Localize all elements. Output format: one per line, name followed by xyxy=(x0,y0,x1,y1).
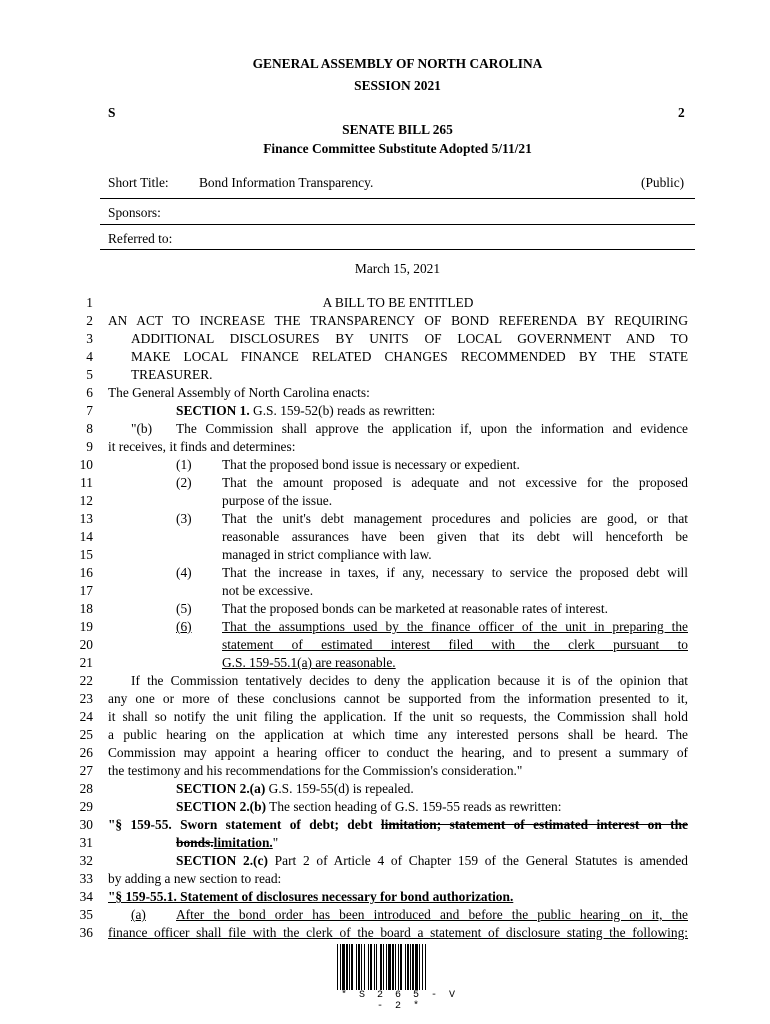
bill-date: March 15, 2021 xyxy=(354,261,441,276)
divider xyxy=(100,224,695,225)
barcode-bar xyxy=(351,944,353,990)
barcode-bar xyxy=(349,944,350,990)
short-title-label: Short Title: xyxy=(108,175,169,190)
item-text: managed in strict compliance with law. xyxy=(222,547,432,562)
item-number: (6) xyxy=(176,619,192,634)
substitute-line: Finance Committee Substitute Adopted 5/11/21 xyxy=(263,141,532,156)
subsection-mark: (a) xyxy=(131,907,146,922)
assembly-title: GENERAL ASSEMBLY OF NORTH CAROLINA xyxy=(252,56,543,71)
bill-title: SENATE BILL 265 xyxy=(342,122,453,137)
statute-heading: "§ 159-55. Sworn statement of debt; debt limitation; statement of estimated interest on the xyxy=(108,817,688,832)
barcode-bar xyxy=(380,944,382,990)
chamber-letter: S xyxy=(108,105,116,120)
section-1-heading: SECTION 1. G.S. 159-52(b) reads as rewritten: xyxy=(176,403,436,418)
act-title-line: ADDITIONAL DISCLOSURES BY UNITS OF LOCAL GOVERNMENT AND TO xyxy=(131,331,688,346)
act-title-line: AN ACT TO INCREASE THE TRANSPARENCY OF BOND REFERENDA BY REQUIRING xyxy=(108,313,688,328)
referred-label: Referred to: xyxy=(108,231,173,246)
section-label: SECTION 2.(c) xyxy=(176,853,268,868)
item-number: (2) xyxy=(176,475,192,490)
inserted-text: limitation. xyxy=(213,835,273,850)
barcode-bar xyxy=(376,944,377,990)
item-text: That the proposed bonds can be marketed at reasonable rates of interest. xyxy=(222,601,608,616)
barcode-bar xyxy=(370,944,372,990)
divider xyxy=(100,249,695,250)
barcode-bar xyxy=(422,944,423,990)
item-number: (5) xyxy=(176,601,192,616)
item-text: not be excessive. xyxy=(222,583,314,598)
inserted-text: G.S. 159-55.1(a) are reasonable. xyxy=(222,655,396,670)
body-line: The Commission shall approve the application if, upon the information and evidence xyxy=(176,421,688,436)
body-line: Commission may appoint a hearing officer to conduct the hearing, and to present a summary of xyxy=(108,745,688,760)
barcode-bar xyxy=(374,944,375,990)
item-text: That the amount proposed is adequate and not excessive for the proposed xyxy=(222,475,688,490)
section-2b-heading: SECTION 2.(b) The section heading of G.S. 159-55 reads as rewritten: xyxy=(176,799,562,814)
barcode-bar xyxy=(415,944,418,990)
barcode-bar xyxy=(405,944,406,990)
item-text: That the proposed bond issue is necessary or expedient. xyxy=(222,457,520,472)
barcode-bar xyxy=(361,944,362,990)
short-title: Bond Information Transparency. xyxy=(199,175,374,190)
body-line: a public hearing on the application at which time any interested persons shall be heard. The xyxy=(108,727,688,742)
barcode-bar xyxy=(342,944,345,990)
barcode-bar xyxy=(425,944,426,990)
enacting-clause: The General Assembly of North Carolina enacts: xyxy=(108,385,370,400)
new-section-heading: "§ 159-55.1. Statement of disclosures necessary for bond authorization. xyxy=(108,889,514,904)
section-label: SECTION 1. xyxy=(176,403,250,418)
barcode-bar xyxy=(419,944,420,990)
item-number: (3) xyxy=(176,511,192,526)
item-text: purpose of the issue. xyxy=(222,493,333,508)
act-title-line: TREASURER. xyxy=(131,367,213,382)
section-label: SECTION 2.(a) xyxy=(176,781,266,796)
barcode-bar xyxy=(386,944,387,990)
public-marker: (Public) xyxy=(641,175,685,190)
sponsors-label: Sponsors: xyxy=(108,205,161,220)
deleted-text: limitation; statement of estimated interest on the xyxy=(380,817,688,832)
item-number: (4) xyxy=(176,565,192,580)
barcode-bar xyxy=(388,944,391,990)
item-text: reasonable assurances have been given that its debt will henceforth be xyxy=(222,529,688,544)
body-line: by adding a new section to read: xyxy=(108,871,282,886)
inserted-text: statement of estimated interest filed with the clerk pursuant to xyxy=(222,637,688,652)
subsection-mark: "(b) xyxy=(131,421,153,436)
item-text: That the increase in taxes, if any, necessary to service the proposed debt will xyxy=(222,565,688,580)
section-2c-heading: SECTION 2.(c) Part 2 of Article 4 of Chapter 159 of the General Statutes is amended xyxy=(176,853,688,868)
body-line: the testimony and his recommendations for the Commission's consideration." xyxy=(108,763,523,778)
body-line: If the Commission tentatively decides to deny the application because it is of the opinion that xyxy=(131,673,688,688)
barcode-bar xyxy=(368,944,369,990)
session-title: SESSION 2021 xyxy=(354,78,441,93)
statute-heading-cont: bonds.limitation." xyxy=(176,835,279,850)
barcode-bar xyxy=(358,944,360,990)
inserted-text: After the bond order has been introduced and before the public hearing on it, the xyxy=(176,907,688,922)
item-text: That the unit's debt management procedures and policies are good, or that xyxy=(222,511,688,526)
barcode-bar xyxy=(410,944,411,990)
section-2a-heading: SECTION 2.(a) G.S. 159-55(d) is repealed. xyxy=(176,781,414,796)
barcode-bar xyxy=(398,944,399,990)
body-line: any one or more of these conclusions cannot be supported from the information presented to it, xyxy=(108,691,688,706)
barcode-bar xyxy=(346,944,348,990)
barcode-text: * S 2 6 5 - V - 2 * xyxy=(340,990,458,1012)
inserted-text: That the assumptions used by the finance officer of the unit in preparing the xyxy=(222,619,688,634)
barcode-bar xyxy=(412,944,414,990)
barcode-bar xyxy=(400,944,402,990)
barcode-bar xyxy=(364,944,365,990)
divider xyxy=(100,198,695,199)
inserted-text: finance officer shall file with the clerk of the board a statement of disclosure stating the following: xyxy=(108,925,688,940)
body-line: it shall so notify the unit filing the application. If the unit so requests, the Commission shall hold xyxy=(108,709,688,724)
item-number: (1) xyxy=(176,457,192,472)
section-label: SECTION 2.(b) xyxy=(176,799,267,814)
barcode-bar xyxy=(395,944,396,990)
barcode-bar xyxy=(392,944,394,990)
barcode-bar xyxy=(383,944,384,990)
barcode-bar xyxy=(356,944,357,990)
act-title-line: MAKE LOCAL FINANCE RELATED CHANGES RECOMMENDED BY THE STATE xyxy=(131,349,688,364)
barcode-bar xyxy=(337,944,338,990)
barcode xyxy=(337,944,462,990)
deleted-text: bonds. xyxy=(176,835,214,850)
barcode-bar xyxy=(340,944,341,990)
version-number: 2 xyxy=(678,105,685,120)
body-line: it receives, it finds and determines: xyxy=(108,439,296,454)
bill-heading: A BILL TO BE ENTITLED xyxy=(322,295,474,310)
barcode-bar xyxy=(407,944,409,990)
